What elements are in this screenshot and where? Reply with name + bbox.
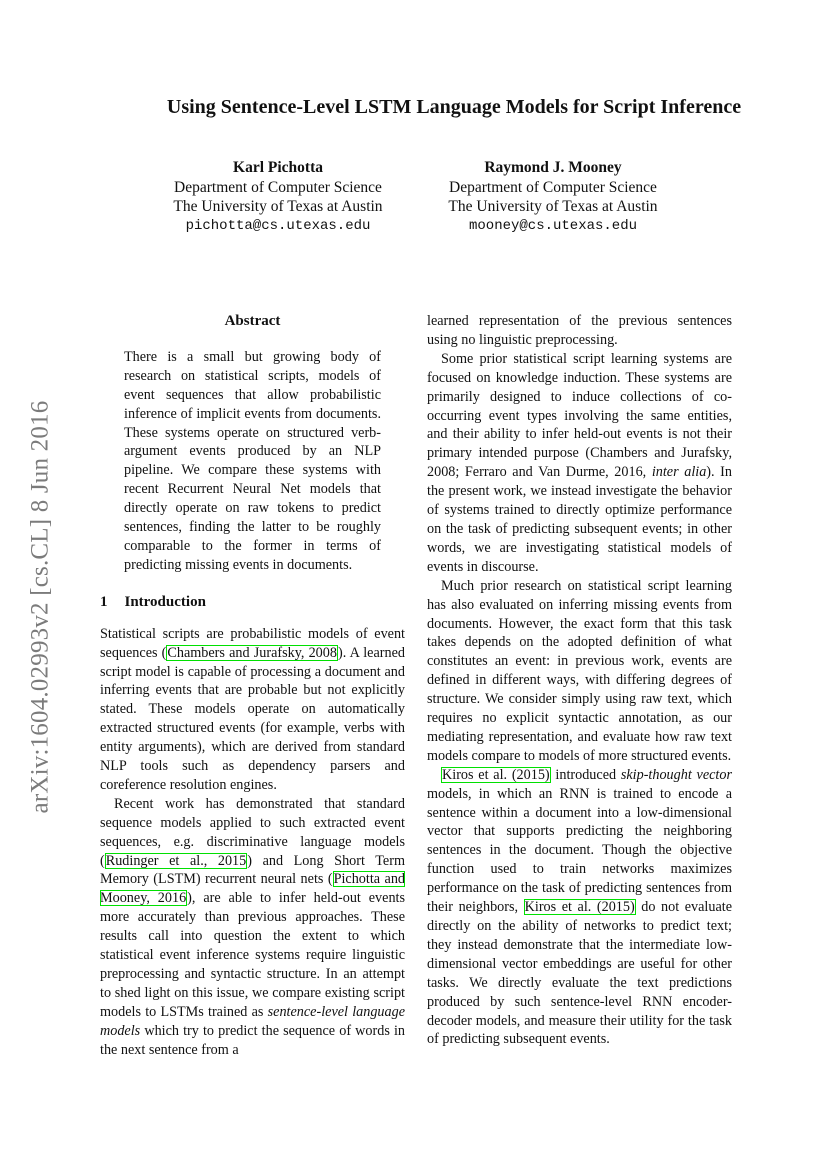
right-column [427,312,732,1049]
citation-link[interactable]: Kiros et al. (2015) [524,899,635,916]
text-run: do not evaluate directly on the ability of networks to predict text; they instead demonstrate that the intermediate low-dimensional vector embeddings are useful for other tasks. We directly evaluate the text predictions produced by such sentence-level RNN encoder-decoder models, and measure their utility for the task of predicting subsequent events. [427,899,732,1048]
intro-paragraph-5 [427,766,732,1050]
text-run: ). In the present work, we instead investigate the behavior of systems trained to directly optimize performance on the task of predicting subsequent events; in other words, we are investigating statistical models of events in discourse. [427,464,732,575]
text-run: ) and Long Short Term Memory (LSTM) recurrent neural nets ( [100,852,405,888]
emphasis-text: skip-thought vector [620,766,732,783]
author-email[interactable]: mooney@cs.utexas.edu [468,217,638,234]
section-heading [100,593,405,612]
abstract-text: There is a small but growing body of research on statistical scripts, models of event sequences that allow probabilistic inference of implicit events from documents. These systems operate on structured verb-argument events produced by an NLP pipeline. We compare these systems with recent Recurrent Neural Net models that directly operate on raw tokens to predict sentences, finding the latter to be roughly comparable to the former in terms of predicting missing events in documents. [124,348,381,573]
intro-paragraph-2 [100,795,405,1060]
arxiv-stamp [22,372,58,842]
citation-link[interactable]: Rudinger et al., 2015 [105,852,247,869]
citation-link[interactable]: Pichotta and Mooney, 2016 [100,871,406,907]
emphasis-text: inter alia [651,464,707,481]
author-univ: The University of Texas at Austin [173,198,383,215]
intro-paragraph-2-cont: learned representation of the previous sentences using no linguistic preprocessing. [427,313,732,348]
author-name: Raymond J. Mooney [484,159,622,176]
text-run: models, in which an RNN is trained to encode a sentence within a document into a low-dimensional vector that supports predicting the neighboring sentences in the document. Though the objective function used to train networks maximizes performance on the task of predicting sentences from their neighbors, [427,785,732,916]
author-dept: Department of Computer Science [174,178,382,196]
text-run: Recent work has demonstrated that standard sequence models applied to such extracted event sequences, e.g. discriminative language models ( [100,795,405,869]
author-email[interactable]: pichotta@cs.utexas.edu [185,217,371,234]
text-run: which try to predict the sequence of words in the next sentence from a [100,1022,405,1058]
intro-paragraph-4: Much prior research on statistical script learning has also evaluated on inferring missing events from documents. However, the exact form that this task takes depends on the adopted definition of what constitutes an event: in previous work, events are defined in different ways, with differing degrees of structure. We consider simply using raw text, which requires no explicit syntactic annotation, as our mediating representation, and evaluate how raw text models compare to models of more structured events. [427,577,732,764]
author-dept: Department of Computer Science [449,178,657,196]
section-title: Introduction [124,593,206,610]
author-name: Karl Pichotta [233,159,323,176]
author-block-1 [153,158,403,236]
citation-link[interactable]: Chambers and Jurafsky, 2008 [167,644,337,661]
text-run: Statistical scripts are probabilistic models of event sequences ( [100,625,405,661]
left-column [100,312,405,1060]
author-univ: The University of Texas at Austin [448,198,658,215]
text-run: ), are able to infer held-out events more accurately than previous approaches. These results call into question the extent to which statistical event inference systems require linguistic preprocessing and syntactic structure. In an attempt to shed light on this issue, we compare existing script models to LSTMs trained as [100,890,405,1020]
intro-paragraph-1 [100,625,405,795]
abstract-heading: Abstract [224,313,281,329]
arxiv-id: arXiv:1604.02993v2 [cs.CL] 8 Jun 2016 [26,400,54,814]
emphasis-text: sentence-level language models [100,1003,405,1039]
text-run: Some prior statistical script learning systems are focused on knowledge induction. These systems are primarily designed to induce collections of co-occurring event types involving the same entities, and their ability to infer held-out events is not their primary intended purpose (Chambers and Jurafsky, 2008; Ferraro and Van Durme, 2016, [427,350,732,481]
author-block-2 [428,158,678,236]
text-run: ). A learned script model is capable of processing a document and inferring events that are probable but not explicitly stated. These models operate on automatically extracted structured events (for example, verbs with entity arguments), which are derived from standard NLP tools such as dependency parsers and coreference resolution engines. [100,644,405,793]
intro-paragraph-3 [427,350,732,577]
text-run: introduced [550,766,621,783]
paper-title: Using Sentence-Level LSTM Language Models for Script Inference [166,96,742,118]
section-number: 1 [100,593,108,610]
citation-link[interactable]: Kiros et al. (2015) [442,766,550,783]
